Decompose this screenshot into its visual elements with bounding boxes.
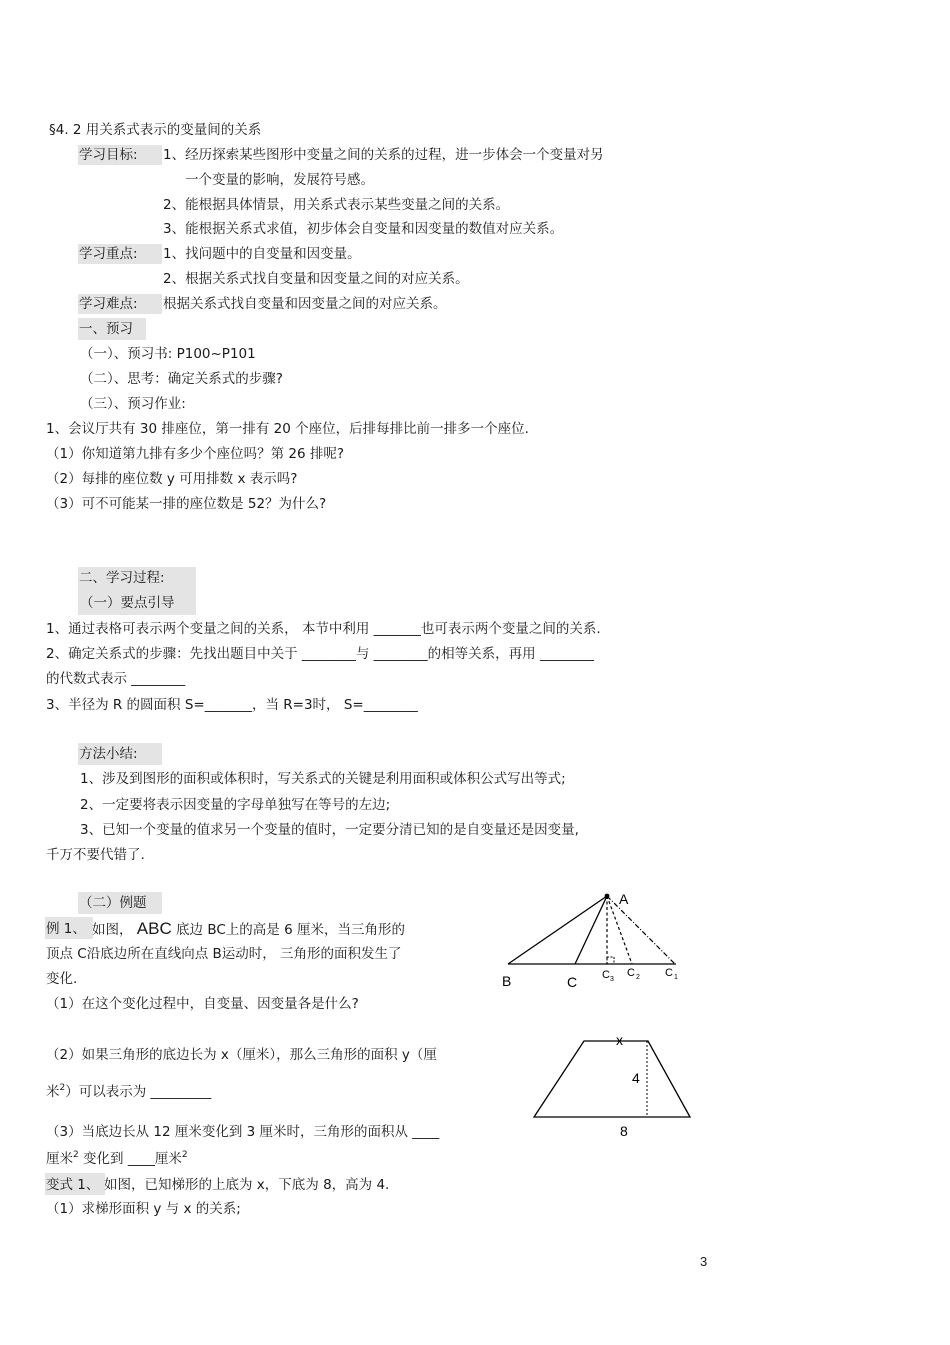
goals-line-1b: 一个变量的影响，发展符号感。 bbox=[185, 172, 374, 188]
process-point-2b: 的代数式表示 ________ bbox=[46, 671, 186, 687]
example-label: 例 1、 bbox=[46, 921, 86, 937]
example-line-1: 如图， ABC 底边 BC上的高是 6 厘米，当三角形的 bbox=[92, 919, 405, 938]
preview-question-1: （1）你知道第九排有多少个座位吗？第 26 排呢? bbox=[46, 446, 345, 462]
focus-line-1: 1、找问题中的自变量和因变量。 bbox=[163, 246, 361, 262]
variant-question-1: （1）求梯形面积 y 与 x 的关系; bbox=[46, 1201, 241, 1217]
process-point-1: 1、通过表格可表示两个变量之间的关系， 本节中利用 _______也可表示两个变量之间的关系. bbox=[46, 621, 601, 637]
variant-label: 变式 1、 bbox=[46, 1177, 100, 1193]
label-c2: C bbox=[627, 967, 635, 979]
difficulty-label: 学习难点: bbox=[79, 296, 138, 312]
side-ac bbox=[575, 896, 607, 964]
example-question-2b: 米$^2$）可以表示为 _________ bbox=[46, 1083, 212, 1100]
method-2: 2、一定要将表示因变量的字母单独写在等号的左边; bbox=[80, 797, 391, 813]
preview-item-3: （三）、预习作业: bbox=[80, 396, 186, 412]
trapezoid-figure bbox=[526, 1030, 696, 1142]
right-angle-mark bbox=[607, 957, 614, 964]
preview-question-3: （3）可不可能某一排的座位数是 52？为什么? bbox=[46, 496, 327, 512]
side-ac1 bbox=[607, 896, 675, 964]
page-title: §4. 2 用关系式表示的变量间的关系 bbox=[49, 122, 262, 138]
focus-label: 学习重点: bbox=[79, 246, 138, 262]
trapezoid-shape bbox=[534, 1041, 690, 1117]
difficulty-text: 根据关系式找自变量和因变量之间的对应关系。 bbox=[163, 296, 447, 312]
label-c3: C bbox=[602, 969, 610, 981]
goals-line-1: 1、经历探索某些图形中变量之间的关系的过程，进一步体会一个变量对另 bbox=[163, 147, 604, 163]
method-3b: 千万不要代错了. bbox=[46, 847, 145, 863]
method-3: 3、已知一个变量的值求另一个变量的值时，一定要分清已知的是自变量还是因变量, bbox=[80, 822, 579, 838]
focus-line-2: 2、根据关系式找自变量和因变量之间的对应关系。 bbox=[163, 271, 469, 287]
preview-item-2: （二）、思考：确定关系式的步骤? bbox=[80, 371, 283, 387]
label-c3-sub: 3 bbox=[610, 976, 614, 983]
label-b: B bbox=[502, 973, 512, 989]
label-height: 4 bbox=[632, 1070, 640, 1086]
preview-item-1: （一）、预习书: P100~P101 bbox=[80, 346, 256, 362]
preview-heading: 一、预习 bbox=[79, 321, 133, 337]
example-question-2: （2）如果三角形的底边长为 x（厘米），那么三角形的面积 y（厘 bbox=[46, 1047, 437, 1063]
label-c2-sub: 2 bbox=[636, 974, 640, 981]
goals-line-2: 2、能根据具体情景，用关系式表示某些变量之间的关系。 bbox=[163, 197, 510, 213]
triangle-figure bbox=[496, 888, 692, 992]
variant-text: 如图，已知梯形的上底为 x，下底为 8，高为 4. bbox=[104, 1177, 390, 1193]
label-c: C bbox=[567, 974, 578, 990]
preview-question: 1、会议厅共有 30 排座位，第一排有 20 个座位，后排每排比前一排多一个座位. bbox=[46, 421, 529, 437]
goals-line-3: 3、能根据关系式求值，初步体会自变量和因变量的数值对应关系。 bbox=[163, 221, 564, 237]
preview-question-2: （2）每排的座位数 y 可用排数 x 表示吗? bbox=[46, 471, 298, 487]
label-top-x: x bbox=[616, 1032, 623, 1048]
method-1: 1、涉及到图形的面积或体积时，写关系式的关键是利用面积或体积公式写出等式; bbox=[80, 771, 566, 787]
process-heading: 二、学习过程: bbox=[79, 570, 165, 586]
label-c1: C bbox=[665, 967, 673, 979]
label-a: A bbox=[619, 891, 629, 907]
label-c1-sub: 1 bbox=[674, 974, 678, 981]
method-label: 方法小结: bbox=[79, 746, 138, 762]
example-heading: （二）例题 bbox=[79, 895, 147, 911]
side-ab bbox=[508, 896, 607, 964]
example-question-3b: 厘米$^2$ 变化到 ____厘米$^2$ bbox=[46, 1150, 188, 1167]
page-number: 3 bbox=[700, 1254, 708, 1269]
goals-label: 学习目标: bbox=[79, 147, 138, 163]
example-line-3: 变化. bbox=[46, 971, 78, 987]
process-point-2: 2、确定关系式的步骤：先找出题目中关于 ________与 ________的相等关系，再用 ________ bbox=[46, 646, 594, 662]
process-point-3: 3、半径为 R 的圆面积 S=_______，当 R=3时， S=________ bbox=[46, 697, 418, 713]
example-question-3: （3）当底边长从 12 厘米变化到 3 厘米时，三角形的面积从 ____ bbox=[46, 1124, 440, 1140]
label-bottom: 8 bbox=[620, 1123, 628, 1139]
example-line-2: 顶点 C沿底边所在直线向点 B运动时， 三角形的面积发生了 bbox=[46, 946, 402, 962]
vertex-a-dot bbox=[605, 894, 610, 899]
process-subheading: （一）要点引导 bbox=[80, 595, 175, 611]
example-question-1: （1）在这个变化过程中，自变量、因变量各是什么? bbox=[46, 996, 359, 1012]
